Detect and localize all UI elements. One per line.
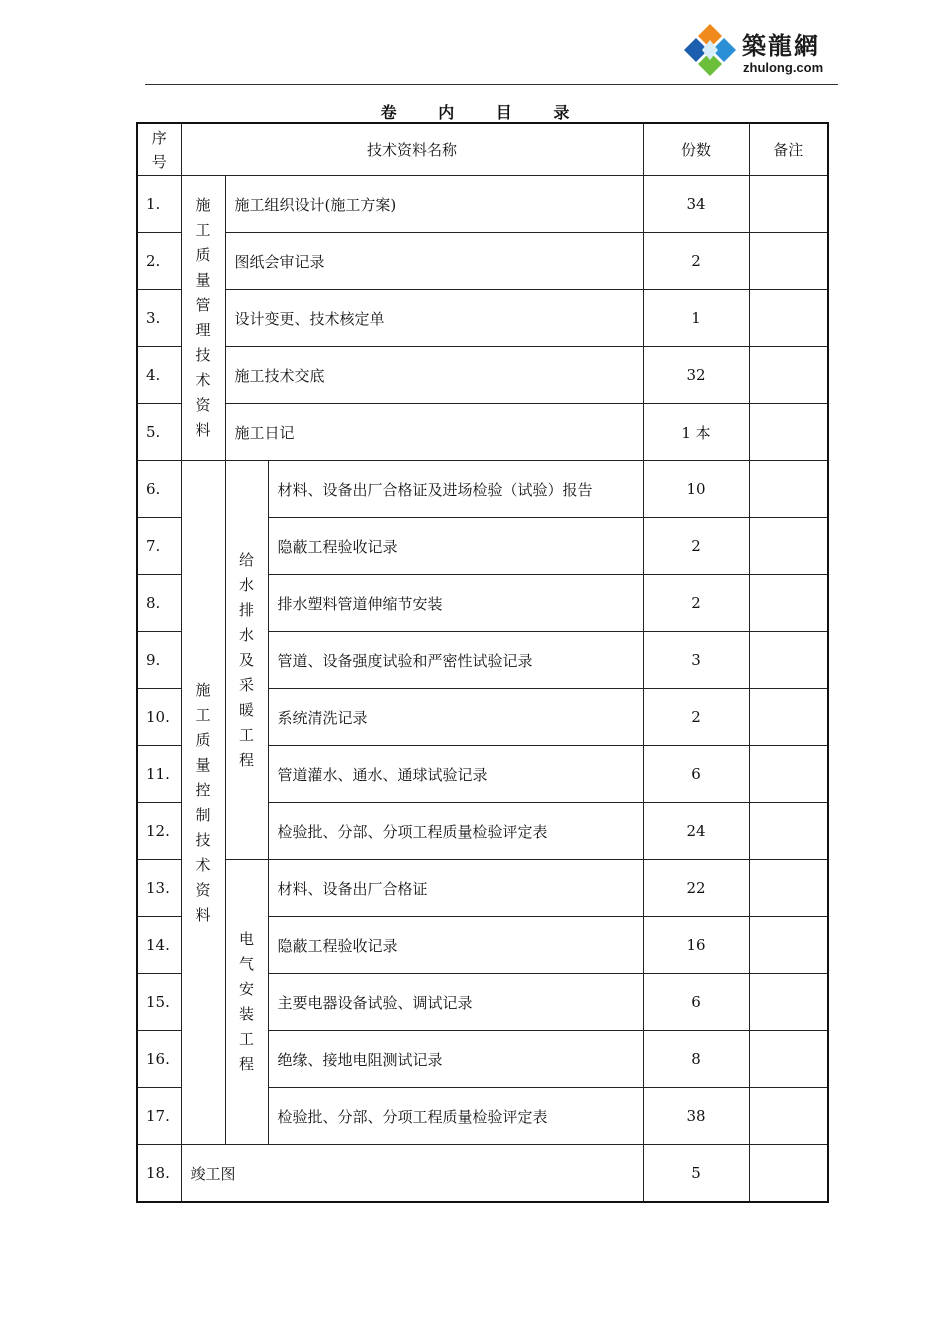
row-name: 绝缘、接地电阻测试记录	[268, 1031, 643, 1088]
row-count: 32	[643, 347, 749, 404]
row-note	[749, 1031, 828, 1088]
table-row	[137, 176, 828, 233]
row-name: 竣工图	[181, 1145, 643, 1203]
table-row	[137, 233, 828, 290]
header-name: 技术资料名称	[181, 123, 643, 176]
row-name: 隐蔽工程验收记录	[268, 917, 643, 974]
row-name: 检验批、分部、分项工程质量检验评定表	[268, 1088, 643, 1145]
row-note	[749, 575, 828, 632]
row-name: 系统清洗记录	[268, 689, 643, 746]
row-name: 材料、设备出厂合格证	[268, 860, 643, 917]
row-count: 1 本	[643, 404, 749, 461]
row-no: 9.	[137, 632, 181, 689]
catalog-table	[136, 122, 829, 1203]
row-count: 38	[643, 1088, 749, 1145]
row-note	[749, 974, 828, 1031]
row-no: 2.	[137, 233, 181, 290]
header-divider	[145, 84, 838, 85]
row-name: 主要电器设备试验、调试记录	[268, 974, 643, 1031]
row-note	[749, 917, 828, 974]
zhulong-logo	[682, 22, 842, 82]
header-note: 备注	[749, 123, 828, 176]
row-count: 2	[643, 518, 749, 575]
table-row	[137, 404, 828, 461]
row-name: 施工组织设计(施工方案)	[225, 176, 643, 233]
page-title: 卷 内 目 录	[380, 103, 588, 122]
table-header-row	[137, 123, 828, 176]
row-count: 2	[643, 689, 749, 746]
row-count: 5	[643, 1145, 749, 1203]
row-no: 7.	[137, 518, 181, 575]
row-no: 5.	[137, 404, 181, 461]
row-count: 1	[643, 290, 749, 347]
row-note	[749, 632, 828, 689]
row-name: 施工技术交底	[225, 347, 643, 404]
row-note	[749, 347, 828, 404]
table-row	[137, 860, 828, 917]
row-note	[749, 803, 828, 860]
row-note	[749, 518, 828, 575]
row-count: 2	[643, 575, 749, 632]
row-no: 6.	[137, 461, 181, 518]
row-no: 15.	[137, 974, 181, 1031]
row-no: 11.	[137, 746, 181, 803]
row-note	[749, 461, 828, 518]
row-no: 17.	[137, 1088, 181, 1145]
row-count: 3	[643, 632, 749, 689]
row-no: 16.	[137, 1031, 181, 1088]
row-note	[749, 233, 828, 290]
header-no: 序号	[137, 123, 181, 176]
row-name: 图纸会审记录	[225, 233, 643, 290]
row-count: 6	[643, 746, 749, 803]
row-count: 16	[643, 917, 749, 974]
table-row	[137, 290, 828, 347]
row-note	[749, 746, 828, 803]
row-count: 22	[643, 860, 749, 917]
row-count: 34	[643, 176, 749, 233]
row-count: 10	[643, 461, 749, 518]
row-name: 管道灌水、通水、通球试验记录	[268, 746, 643, 803]
subgroup-electrical: 电气安装工程	[225, 860, 268, 1145]
group-management: 施工质量管理技术资料	[181, 176, 225, 461]
row-note	[749, 1145, 828, 1203]
row-name: 检验批、分部、分项工程质量检验评定表	[268, 803, 643, 860]
row-no: 4.	[137, 347, 181, 404]
header-count: 份数	[643, 123, 749, 176]
row-note	[749, 1088, 828, 1145]
row-count: 8	[643, 1031, 749, 1088]
row-no: 3.	[137, 290, 181, 347]
table-row	[137, 1145, 828, 1203]
row-note	[749, 290, 828, 347]
logo-english-text: zhulong.com	[743, 60, 824, 75]
row-note	[749, 176, 828, 233]
logo-chinese-text: 築龍網	[742, 32, 820, 60]
row-no: 8.	[137, 575, 181, 632]
row-note	[749, 860, 828, 917]
row-name: 材料、设备出厂合格证及进场检验（试验）报告	[268, 461, 643, 518]
row-note	[749, 404, 828, 461]
row-count: 2	[643, 233, 749, 290]
row-count: 6	[643, 974, 749, 1031]
row-no: 14.	[137, 917, 181, 974]
row-no: 12.	[137, 803, 181, 860]
row-no: 1.	[137, 176, 181, 233]
zhulong-logo-icon	[682, 22, 738, 78]
table-row	[137, 461, 828, 518]
group-control: 施工质量控制技术资料	[181, 461, 225, 1145]
table-row	[137, 347, 828, 404]
row-note	[749, 689, 828, 746]
row-no: 18.	[137, 1145, 181, 1203]
row-name: 施工日记	[225, 404, 643, 461]
row-name: 隐蔽工程验收记录	[268, 518, 643, 575]
row-no: 10.	[137, 689, 181, 746]
row-name: 管道、设备强度试验和严密性试验记录	[268, 632, 643, 689]
row-name: 排水塑料管道伸缩节安装	[268, 575, 643, 632]
subgroup-plumbing: 给水排水及采暖工程	[225, 461, 268, 860]
row-count: 24	[643, 803, 749, 860]
row-name: 设计变更、技术核定单	[225, 290, 643, 347]
row-no: 13.	[137, 860, 181, 917]
